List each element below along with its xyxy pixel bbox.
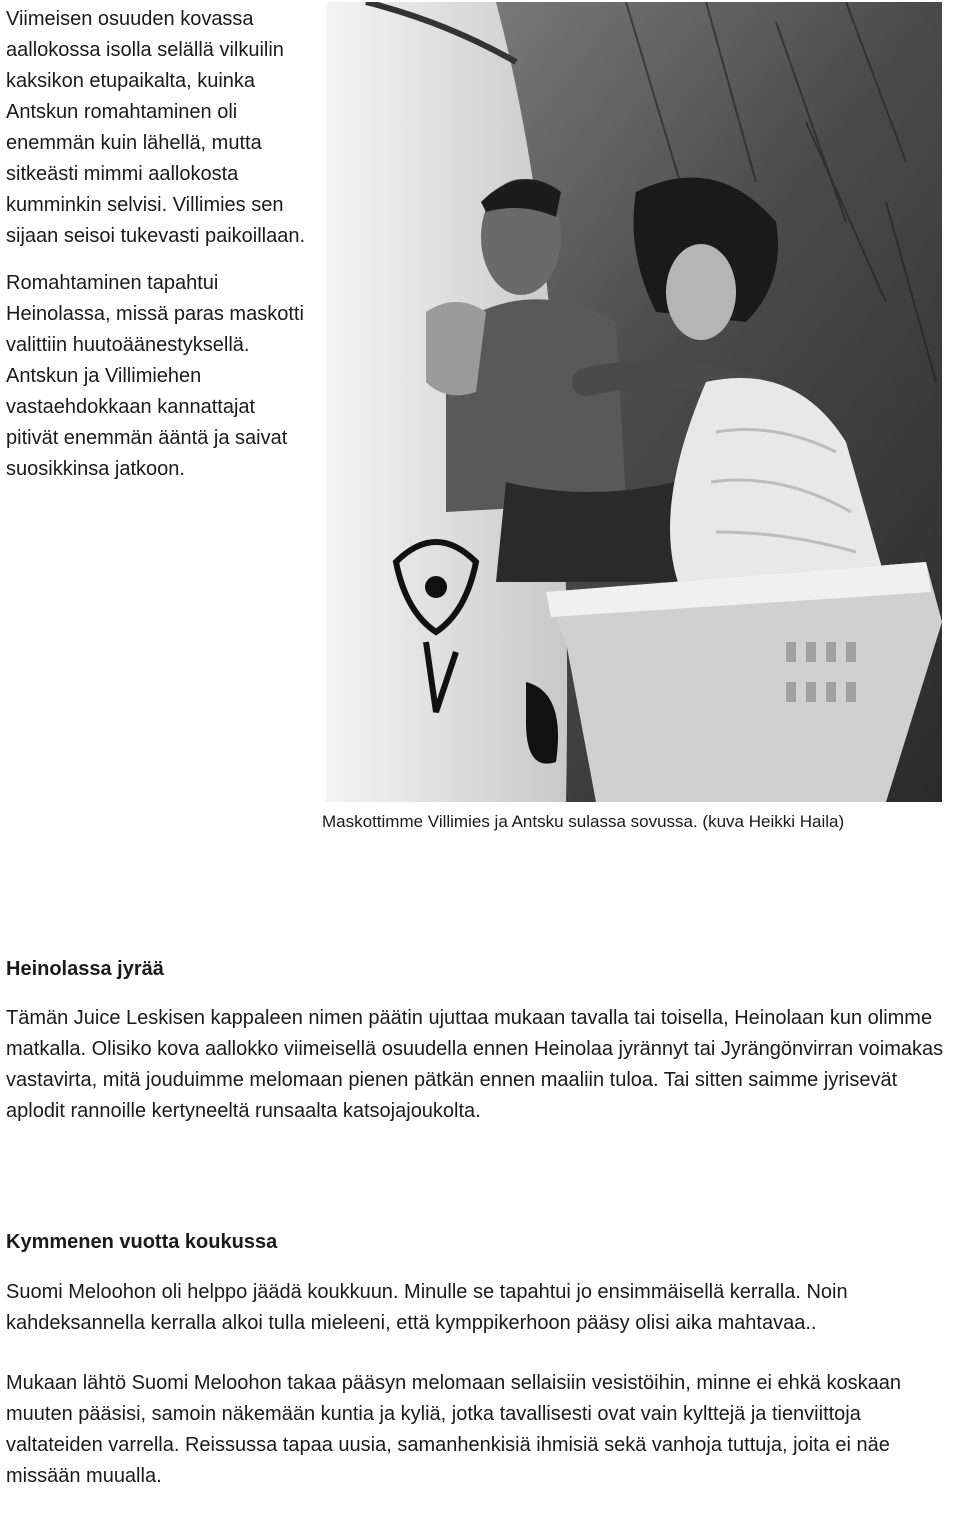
section-kymmenen-paragraph-1: Suomi Meloohon oli helppo jäädä koukkuun. Minulle se tapahtui jo ensimmäisellä kerralla. Noin kahdeksannella kerralla alkoi tulla mieleeni, että kymppikerhoon pääsy olisi aika mahtavaa.. (6, 1281, 848, 1334)
mascot-photo (326, 2, 942, 802)
section-heading-kymmenen: Kymmenen vuotta koukussa (6, 1231, 278, 1253)
section-heinola-body (6, 1003, 956, 1127)
intro-text (6, 4, 311, 485)
mascot-photo-illustration (326, 2, 942, 802)
section-heinola-paragraph: Tämän Juice Leskisen kappaleen nimen päätin ujuttaa mukaan tavalla tai toisella, Heinolaan kun olimme matkalla. Olisiko kova aallokko viimeisellä osuudella ennen Heinolaa jyrännyt tai Jyrängönvirran voimakas vastavirta, mitä jouduimme melomaan pienen pätkän ennen maaliin tuloa. Tai sitten saimme jyrisevät aplodit rannoille kertyneeltä runsaalta katsojajoukolta. (6, 1007, 944, 1122)
section-kymmenen-body (6, 1277, 956, 1492)
photo-caption: Maskottimme Villimies ja Antsku sulassa sovussa. (kuva Heikki Haila) (322, 812, 845, 831)
section-heading-heinola: Heinolassa jyrää (6, 958, 164, 980)
section-kymmenen-paragraph-2: Mukaan lähtö Suomi Meloohon takaa pääsyn melomaan sellaisiin vesistöihin, minne ei ehkä koskaan muuten pääsisi, samoin näkemään kuntia ja kyliä, jotka tavallisesti ovat vain kylttejä ja tienviittoja valtateiden varrella. Reissussa tapaa uusia, samanhenkisiä ihmisiä sekä vanhoja tuttuja, joita ei näe missään muualla. (6, 1372, 901, 1487)
intro-paragraph-1: Viimeisen osuuden kovassa aallokossa isolla selällä vilkuilin kaksikon etupaikalta, kuinka Antskun romahtaminen oli enemmän kuin lähellä, mutta sitkeästi mimmi aallokosta kumminkin selvisi. Villimies sen sijaan seisoi tukevasti paikoillaan. (6, 8, 306, 247)
intro-paragraph-2: Romahtaminen tapahtui Heinolassa, missä paras maskotti valittiin huutoäänestyksellä. Antskun ja Villimiehen vastaehdokkaan kannattajat pitivät enemmän ääntä ja saivat suosikkinsa jatkoon. (6, 272, 304, 480)
